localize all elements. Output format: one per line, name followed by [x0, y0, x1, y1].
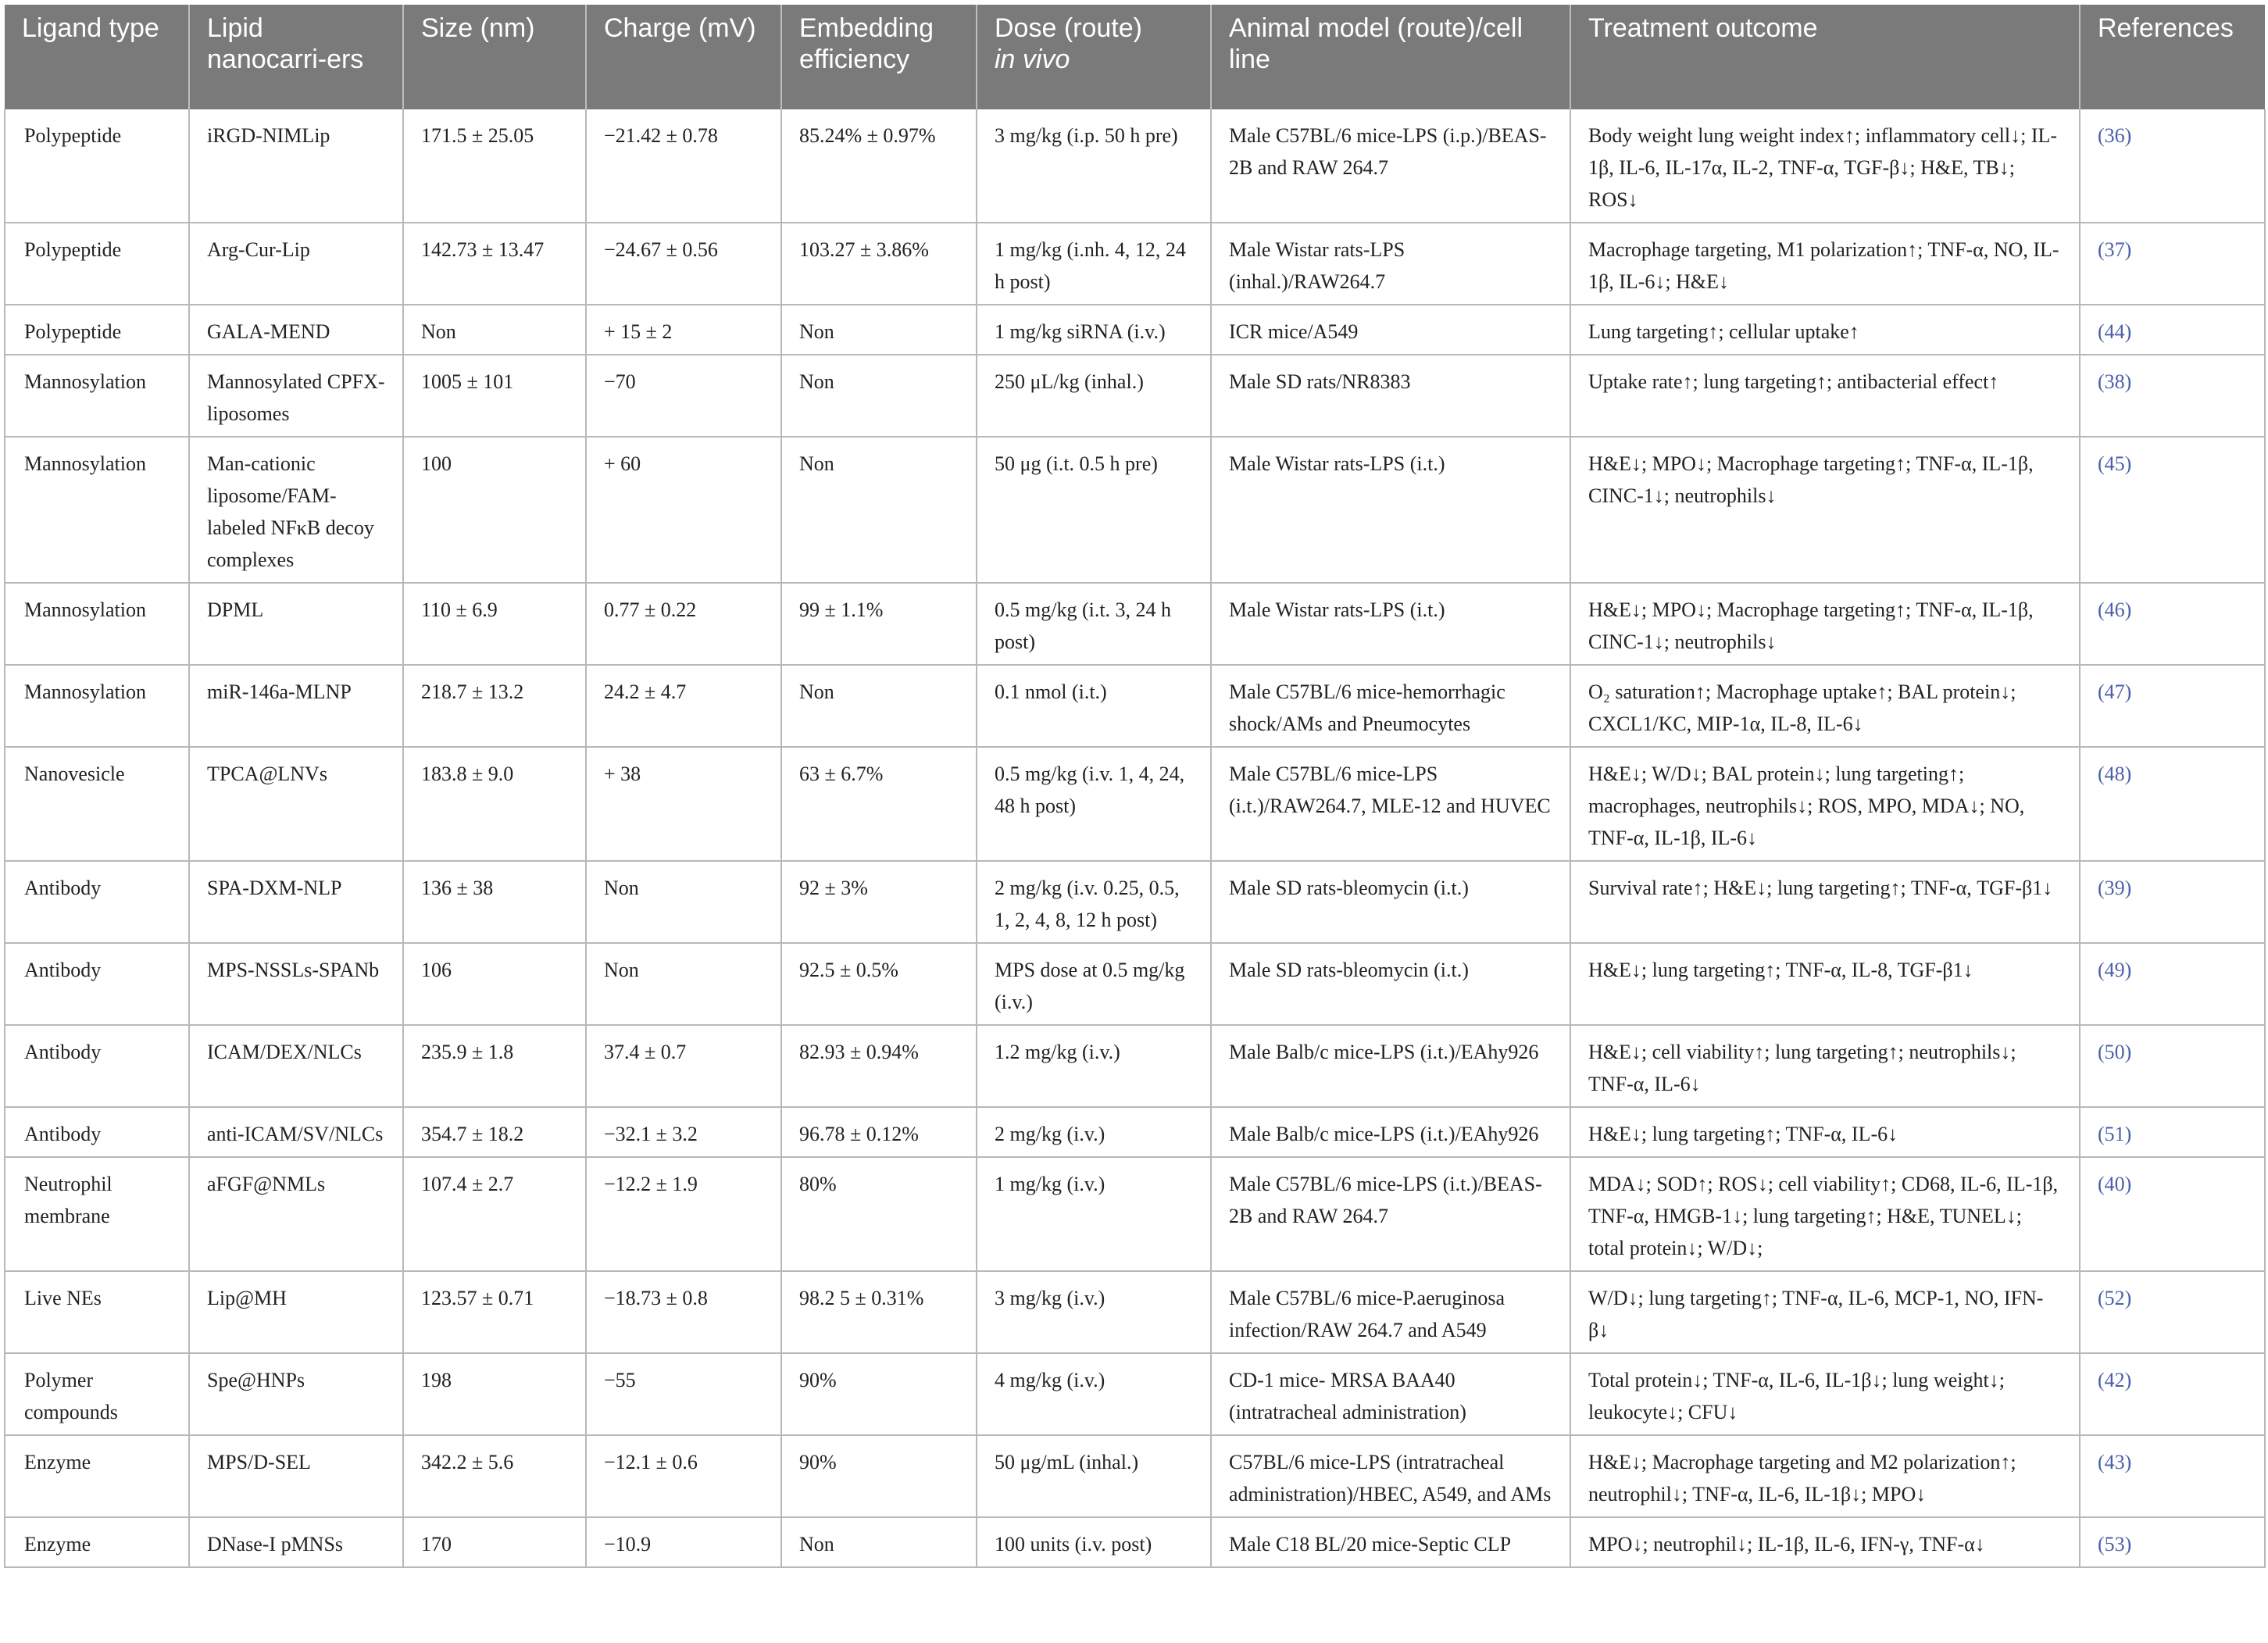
cell-reference[interactable]: (51) — [2080, 1107, 2265, 1157]
cell-lipid-nanocarrier: iRGD-NIMLip — [189, 109, 403, 223]
cell-charge: −55 — [586, 1353, 781, 1435]
cell-reference[interactable]: (42) — [2080, 1353, 2265, 1435]
table-row — [5, 223, 2265, 305]
cell-lipid-nanocarrier: miR-146a-MLNP — [189, 665, 403, 747]
cell-size: 142.73 ± 13.47 — [403, 223, 586, 305]
cell-treatment-outcome: Body weight lung weight index↑; inflammatory cell↓; IL-1β, IL-6, IL-17α, IL-2, TNF-α, TGF-β↓; H&E, TB↓; ROS↓ — [1570, 109, 2080, 223]
cell-ligand-type: Mannosylation — [5, 437, 189, 583]
header-references: References — [2080, 5, 2265, 109]
cell-charge: 0.77 ± 0.22 — [586, 583, 781, 665]
header-size: Size (nm) — [403, 5, 586, 109]
cell-ligand-type: Neutrophil membrane — [5, 1157, 189, 1271]
cell-animal-model: CD-1 mice- MRSA BAA40 (intratracheal administration) — [1211, 1353, 1570, 1435]
cell-ligand-type: Polypeptide — [5, 223, 189, 305]
cell-size: 198 — [403, 1353, 586, 1435]
cell-ligand-type: Nanovesicle — [5, 747, 189, 861]
cell-lipid-nanocarrier: ICAM/DEX/NLCs — [189, 1025, 403, 1107]
cell-animal-model: Male Balb/c mice-LPS (i.t.)/EAhy926 — [1211, 1107, 1570, 1157]
cell-size: 170 — [403, 1517, 586, 1567]
cell-lipid-nanocarrier: SPA-DXM-NLP — [189, 861, 403, 943]
cell-reference[interactable]: (36) — [2080, 109, 2265, 223]
cell-size: 218.7 ± 13.2 — [403, 665, 586, 747]
table-row — [5, 1353, 2265, 1435]
cell-charge: −18.73 ± 0.8 — [586, 1271, 781, 1353]
cell-lipid-nanocarrier: Spe@HNPs — [189, 1353, 403, 1435]
cell-lipid-nanocarrier: anti-ICAM/SV/NLCs — [189, 1107, 403, 1157]
table-container — [4, 5, 2264, 1568]
cell-treatment-outcome: H&E↓; lung targeting↑; TNF-α, IL-6↓ — [1570, 1107, 2080, 1157]
table-row — [5, 1517, 2265, 1567]
cell-embedding-efficiency: 92.5 ± 0.5% — [781, 943, 977, 1025]
cell-treatment-outcome: O₂ saturation↑; Macrophage uptake↑; BAL protein↓; CXCL1/KC, MIP-1α, IL-8, IL-6↓ — [1570, 665, 2080, 747]
cell-charge: −32.1 ± 3.2 — [586, 1107, 781, 1157]
cell-treatment-outcome: Macrophage targeting, M1 polarization↑; TNF-α, NO, IL-1β, IL-6↓; H&E↓ — [1570, 223, 2080, 305]
cell-treatment-outcome: H&E↓; W/D↓; BAL protein↓; lung targeting↑; macrophages, neutrophils↓; ROS, MPO, MDA↓; NO, TNF-α, IL-1β, IL-6↓ — [1570, 747, 2080, 861]
cell-animal-model: Male C57BL/6 mice-LPS (i.p.)/BEAS-2B and RAW 264.7 — [1211, 109, 1570, 223]
cell-animal-model: ICR mice/A549 — [1211, 305, 1570, 355]
header-dose — [977, 5, 1211, 109]
cell-lipid-nanocarrier: aFGF@NMLs — [189, 1157, 403, 1271]
cell-dose: 1 mg/kg (i.nh. 4, 12, 24 h post) — [977, 223, 1211, 305]
cell-dose: 3 mg/kg (i.p. 50 h pre) — [977, 109, 1211, 223]
cell-size: 100 — [403, 437, 586, 583]
cell-size: 171.5 ± 25.05 — [403, 109, 586, 223]
cell-embedding-efficiency: 85.24% ± 0.97% — [781, 109, 977, 223]
cell-charge: + 38 — [586, 747, 781, 861]
cell-reference[interactable]: (37) — [2080, 223, 2265, 305]
cell-dose: 0.1 nmol (i.t.) — [977, 665, 1211, 747]
table-row — [5, 1271, 2265, 1353]
cell-treatment-outcome: Survival rate↑; H&E↓; lung targeting↑; TNF-α, TGF-β1↓ — [1570, 861, 2080, 943]
cell-animal-model: Male C57BL/6 mice-LPS (i.t.)/BEAS-2B and RAW 264.7 — [1211, 1157, 1570, 1271]
cell-animal-model: Male SD rats/NR8383 — [1211, 355, 1570, 437]
header-lipid-nanocarriers: Lipid nanocarri-ers — [189, 5, 403, 109]
cell-reference[interactable]: (38) — [2080, 355, 2265, 437]
cell-ligand-type: Live NEs — [5, 1271, 189, 1353]
cell-dose: 2 mg/kg (i.v. 0.25, 0.5, 1, 2, 4, 8, 12 h post) — [977, 861, 1211, 943]
table-row — [5, 747, 2265, 861]
cell-dose: 50 μg (i.t. 0.5 h pre) — [977, 437, 1211, 583]
data-table — [4, 5, 2266, 1568]
cell-embedding-efficiency: 103.27 ± 3.86% — [781, 223, 977, 305]
table-row — [5, 305, 2265, 355]
cell-animal-model: Male SD rats-bleomycin (i.t.) — [1211, 861, 1570, 943]
cell-treatment-outcome: H&E↓; MPO↓; Macrophage targeting↑; TNF-α, IL-1β, CINC-1↓; neutrophils↓ — [1570, 437, 2080, 583]
cell-lipid-nanocarrier: Arg-Cur-Lip — [189, 223, 403, 305]
cell-ligand-type: Antibody — [5, 861, 189, 943]
cell-animal-model: Male Balb/c mice-LPS (i.t.)/EAhy926 — [1211, 1025, 1570, 1107]
cell-lipid-nanocarrier: MPS-NSSLs-SPANb — [189, 943, 403, 1025]
cell-size: 235.9 ± 1.8 — [403, 1025, 586, 1107]
cell-embedding-efficiency: 96.78 ± 0.12% — [781, 1107, 977, 1157]
cell-size: 342.2 ± 5.6 — [403, 1435, 586, 1517]
cell-charge: −12.1 ± 0.6 — [586, 1435, 781, 1517]
cell-treatment-outcome: H&E↓; cell viability↑; lung targeting↑; neutrophils↓; TNF-α, IL-6↓ — [1570, 1025, 2080, 1107]
cell-charge: 24.2 ± 4.7 — [586, 665, 781, 747]
header-row — [5, 5, 2265, 109]
cell-dose: 250 μL/kg (inhal.) — [977, 355, 1211, 437]
header-dose-route: Dose (route) — [995, 13, 1142, 43]
cell-charge: + 60 — [586, 437, 781, 583]
cell-treatment-outcome: H&E↓; MPO↓; Macrophage targeting↑; TNF-α, IL-1β, CINC-1↓; neutrophils↓ — [1570, 583, 2080, 665]
cell-embedding-efficiency: Non — [781, 665, 977, 747]
cell-animal-model: Male Wistar rats-LPS (i.t.) — [1211, 437, 1570, 583]
cell-animal-model: Male C18 BL/20 mice-Septic CLP — [1211, 1517, 1570, 1567]
table-body — [5, 109, 2265, 1567]
cell-size: 106 — [403, 943, 586, 1025]
cell-ligand-type: Polypeptide — [5, 109, 189, 223]
cell-lipid-nanocarrier: DPML — [189, 583, 403, 665]
cell-embedding-efficiency: 90% — [781, 1435, 977, 1517]
cell-size: 110 ± 6.9 — [403, 583, 586, 665]
cell-treatment-outcome: H&E↓; lung targeting↑; TNF-α, IL-8, TGF-β1↓ — [1570, 943, 2080, 1025]
cell-embedding-efficiency: 92 ± 3% — [781, 861, 977, 943]
cell-charge: −21.42 ± 0.78 — [586, 109, 781, 223]
cell-reference[interactable]: (52) — [2080, 1271, 2265, 1353]
cell-treatment-outcome: H&E↓; Macrophage targeting and M2 polarization↑; neutrophil↓; TNF-α, IL-6, IL-1β↓; MPO↓ — [1570, 1435, 2080, 1517]
cell-embedding-efficiency: 82.93 ± 0.94% — [781, 1025, 977, 1107]
cell-animal-model: Male C57BL/6 mice-hemorrhagic shock/AMs and Pneumocytes — [1211, 665, 1570, 747]
table-row — [5, 583, 2265, 665]
table-row — [5, 1157, 2265, 1271]
header-ligand-type: Ligand type — [5, 5, 189, 109]
table-row — [5, 355, 2265, 437]
cell-size: 183.8 ± 9.0 — [403, 747, 586, 861]
table-row — [5, 1025, 2265, 1107]
cell-size: Non — [403, 305, 586, 355]
cell-size: 107.4 ± 2.7 — [403, 1157, 586, 1271]
cell-animal-model: Male C57BL/6 mice-P.aeruginosa infection/RAW 264.7 and A549 — [1211, 1271, 1570, 1353]
table-row — [5, 437, 2265, 583]
cell-dose: 0.5 mg/kg (i.t. 3, 24 h post) — [977, 583, 1211, 665]
cell-reference[interactable]: (44) — [2080, 305, 2265, 355]
cell-embedding-efficiency: 63 ± 6.7% — [781, 747, 977, 861]
table-row — [5, 943, 2265, 1025]
cell-reference[interactable]: (46) — [2080, 583, 2265, 665]
cell-animal-model: Male SD rats-bleomycin (i.t.) — [1211, 943, 1570, 1025]
cell-lipid-nanocarrier: Mannosylated CPFX-liposomes — [189, 355, 403, 437]
cell-ligand-type: Enzyme — [5, 1517, 189, 1567]
cell-dose: 1.2 mg/kg (i.v.) — [977, 1025, 1211, 1107]
cell-size: 123.57 ± 0.71 — [403, 1271, 586, 1353]
cell-reference[interactable]: (53) — [2080, 1517, 2265, 1567]
cell-size: 354.7 ± 18.2 — [403, 1107, 586, 1157]
cell-treatment-outcome: Uptake rate↑; lung targeting↑; antibacterial effect↑ — [1570, 355, 2080, 437]
cell-ligand-type: Antibody — [5, 1107, 189, 1157]
cell-ligand-type: Mannosylation — [5, 355, 189, 437]
cell-treatment-outcome: MDA↓; SOD↑; ROS↓; cell viability↑; CD68, IL-6, IL-1β, TNF-α, HMGB-1↓; lung targeting↑; H&E, TUNEL↓; total protein↓; W/D↓; — [1570, 1157, 2080, 1271]
cell-treatment-outcome: MPO↓; neutrophil↓; IL-1β, IL-6, IFN-γ, TNF-α↓ — [1570, 1517, 2080, 1567]
cell-dose: 3 mg/kg (i.v.) — [977, 1271, 1211, 1353]
cell-ligand-type: Enzyme — [5, 1435, 189, 1517]
cell-charge: Non — [586, 943, 781, 1025]
cell-size: 136 ± 38 — [403, 861, 586, 943]
cell-dose: 4 mg/kg (i.v.) — [977, 1353, 1211, 1435]
cell-animal-model: Male Wistar rats-LPS (i.t.) — [1211, 583, 1570, 665]
cell-reference[interactable]: (48) — [2080, 747, 2265, 861]
cell-dose: 1 mg/kg siRNA (i.v.) — [977, 305, 1211, 355]
cell-embedding-efficiency: Non — [781, 355, 977, 437]
cell-dose: 0.5 mg/kg (i.v. 1, 4, 24, 48 h post) — [977, 747, 1211, 861]
cell-reference[interactable]: (50) — [2080, 1025, 2265, 1107]
cell-ligand-type: Mannosylation — [5, 665, 189, 747]
header-embedding-efficiency: Embedding efficiency — [781, 5, 977, 109]
cell-charge: −24.67 ± 0.56 — [586, 223, 781, 305]
cell-embedding-efficiency: Non — [781, 1517, 977, 1567]
cell-embedding-efficiency: Non — [781, 437, 977, 583]
cell-ligand-type: Polymer compounds — [5, 1353, 189, 1435]
cell-treatment-outcome: W/D↓; lung targeting↑; TNF-α, IL-6, MCP-1, NO, IFN-β↓ — [1570, 1271, 2080, 1353]
cell-animal-model: C57BL/6 mice-LPS (intratracheal administration)/HBEC, A549, and AMs — [1211, 1435, 1570, 1517]
cell-dose: 1 mg/kg (i.v.) — [977, 1157, 1211, 1271]
cell-ligand-type: Antibody — [5, 943, 189, 1025]
cell-embedding-efficiency: 99 ± 1.1% — [781, 583, 977, 665]
cell-size: 1005 ± 101 — [403, 355, 586, 437]
table-row — [5, 665, 2265, 747]
cell-lipid-nanocarrier: Lip@MH — [189, 1271, 403, 1353]
cell-charge: −70 — [586, 355, 781, 437]
cell-lipid-nanocarrier: MPS/D-SEL — [189, 1435, 403, 1517]
header-treatment-outcome: Treatment outcome — [1570, 5, 2080, 109]
table-row — [5, 861, 2265, 943]
table-row — [5, 1107, 2265, 1157]
cell-charge: + 15 ± 2 — [586, 305, 781, 355]
cell-lipid-nanocarrier: GALA-MEND — [189, 305, 403, 355]
cell-embedding-efficiency: 80% — [781, 1157, 977, 1271]
cell-reference[interactable]: (40) — [2080, 1157, 2265, 1271]
cell-reference[interactable]: (43) — [2080, 1435, 2265, 1517]
table-row — [5, 109, 2265, 223]
cell-charge: Non — [586, 861, 781, 943]
cell-dose: MPS dose at 0.5 mg/kg (i.v.) — [977, 943, 1211, 1025]
cell-animal-model: Male C57BL/6 mice-LPS (i.t.)/RAW264.7, MLE-12 and HUVEC — [1211, 747, 1570, 861]
cell-lipid-nanocarrier: TPCA@LNVs — [189, 747, 403, 861]
cell-lipid-nanocarrier: DNase-I pMNSs — [189, 1517, 403, 1567]
header-dose-in-vivo: in vivo — [995, 45, 1070, 74]
cell-embedding-efficiency: Non — [781, 305, 977, 355]
header-charge: Charge (mV) — [586, 5, 781, 109]
cell-lipid-nanocarrier: Man-cationic liposome/FAM-labeled NFκB decoy complexes — [189, 437, 403, 583]
cell-embedding-efficiency: 98.2 5 ± 0.31% — [781, 1271, 977, 1353]
cell-treatment-outcome: Lung targeting↑; cellular uptake↑ — [1570, 305, 2080, 355]
cell-reference[interactable]: (47) — [2080, 665, 2265, 747]
cell-animal-model: Male Wistar rats-LPS (inhal.)/RAW264.7 — [1211, 223, 1570, 305]
cell-reference[interactable]: (49) — [2080, 943, 2265, 1025]
cell-ligand-type: Mannosylation — [5, 583, 189, 665]
cell-ligand-type: Antibody — [5, 1025, 189, 1107]
cell-dose: 100 units (i.v. post) — [977, 1517, 1211, 1567]
cell-embedding-efficiency: 90% — [781, 1353, 977, 1435]
cell-reference[interactable]: (39) — [2080, 861, 2265, 943]
cell-charge: −10.9 — [586, 1517, 781, 1567]
header-animal-model: Animal model (route)/cell line — [1211, 5, 1570, 109]
cell-charge: −12.2 ± 1.9 — [586, 1157, 781, 1271]
cell-reference[interactable]: (45) — [2080, 437, 2265, 583]
cell-ligand-type: Polypeptide — [5, 305, 189, 355]
cell-dose: 50 μg/mL (inhal.) — [977, 1435, 1211, 1517]
cell-treatment-outcome: Total protein↓; TNF-α, IL-6, IL-1β↓; lung weight↓; leukocyte↓; CFU↓ — [1570, 1353, 2080, 1435]
cell-charge: 37.4 ± 0.7 — [586, 1025, 781, 1107]
table-row — [5, 1435, 2265, 1517]
cell-dose: 2 mg/kg (i.v.) — [977, 1107, 1211, 1157]
